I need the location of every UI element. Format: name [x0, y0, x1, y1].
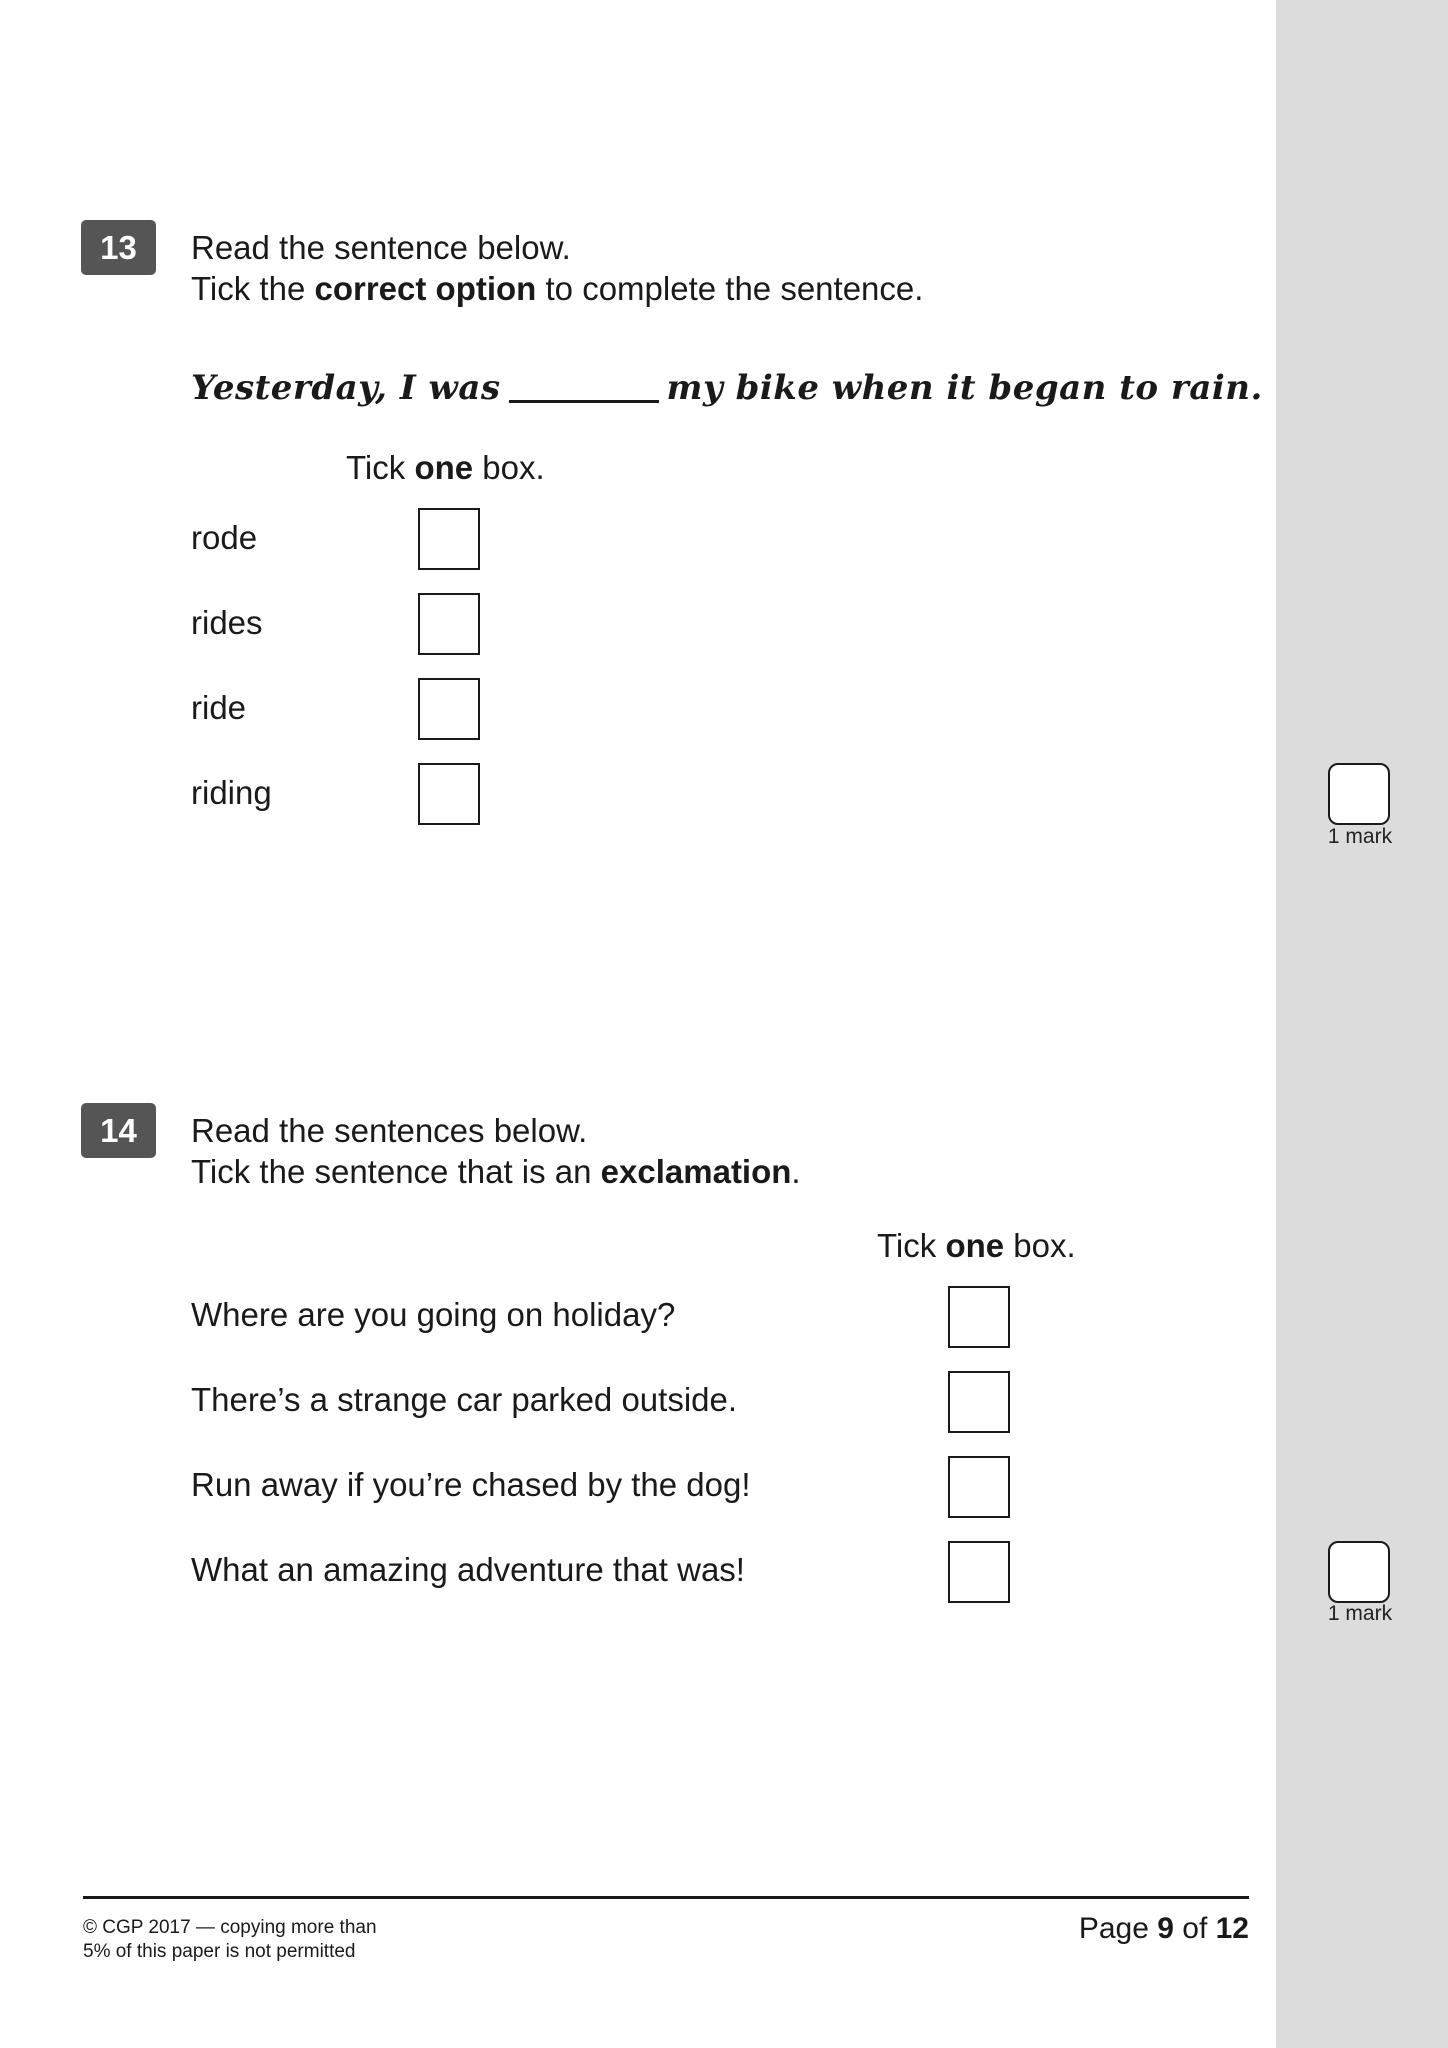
q14-tick-box-1[interactable]: [948, 1286, 1010, 1348]
q13-tick-box-ride[interactable]: [418, 678, 480, 740]
page-number: Page 9 of 12: [1078, 1912, 1249, 1945]
q13-option-label: ride: [191, 689, 247, 726]
q14-mark-box: [1328, 1541, 1390, 1603]
q13-mark-box: [1328, 763, 1390, 825]
q13-instruction-line1: Read the sentence below.: [191, 229, 571, 266]
q14-tick-box-2[interactable]: [948, 1371, 1010, 1433]
q14-tick-box-3[interactable]: [948, 1456, 1010, 1518]
sentence-blank: [509, 370, 659, 403]
footer-divider: [83, 1896, 1249, 1899]
q13-mark-label: 1 mark: [1327, 825, 1393, 848]
q13-tick-box-riding[interactable]: [418, 763, 480, 825]
q13-option-label: rides: [191, 604, 263, 641]
q14-option-label: What an amazing adventure that was!: [191, 1551, 745, 1588]
q13-instruction-line2: Tick the correct option to complete the sentence.: [191, 270, 924, 307]
q13-option-label: rode: [191, 519, 258, 556]
copyright-line1: © CGP 2017 — copying more than: [83, 1917, 377, 1938]
q13-tick-instruction: Tick one box.: [346, 449, 545, 486]
q14-option-label: Where are you going on holiday?: [191, 1296, 676, 1333]
copyright-notice: [83, 1916, 377, 1964]
q14-option-label: There’s a strange car parked outside.: [191, 1381, 738, 1418]
q13-tick-box-rode[interactable]: [418, 508, 480, 570]
q13-option-label: riding: [191, 774, 272, 811]
q14-instruction-line2: Tick the sentence that is an exclamation.: [191, 1153, 801, 1190]
q14-option-label: Run away if you’re chased by the dog!: [191, 1466, 751, 1503]
q14-instruction-line1: Read the sentences below.: [191, 1112, 588, 1149]
q14-tick-box-4[interactable]: [948, 1541, 1010, 1603]
q14-tick-instruction: Tick one box.: [877, 1227, 1076, 1264]
question-number-14: 14: [81, 1103, 156, 1158]
q13-tick-box-rides[interactable]: [418, 593, 480, 655]
copyright-line2: 5% of this paper is not permitted: [83, 1941, 356, 1962]
marking-margin: [1276, 0, 1448, 2048]
question-number-13: 13: [81, 220, 156, 275]
q14-mark-label: 1 mark: [1327, 1602, 1393, 1625]
q13-sentence: Yesterday, I was my bike when it began to rain.: [191, 368, 1263, 408]
